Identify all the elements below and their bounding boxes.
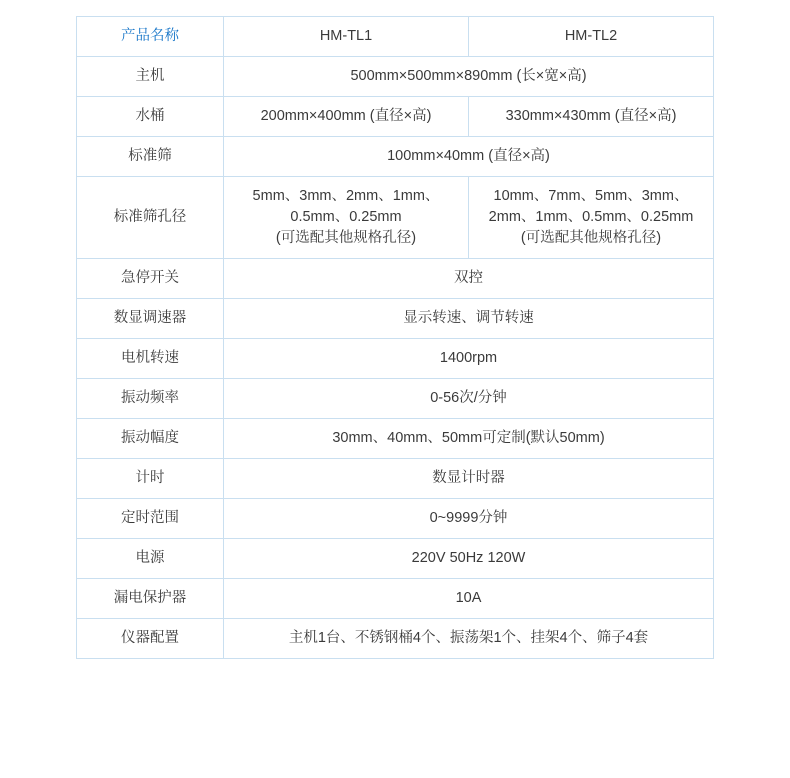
table-row (77, 57, 714, 97)
table-row (77, 97, 714, 137)
row-label: 水桶 (77, 97, 224, 137)
table-row (77, 177, 714, 259)
row-value: 330mm×430mm (直径×高) (469, 97, 714, 137)
row-value: 主机1台、不锈钢桶4个、振荡架1个、挂架4个、筛子4套 (224, 619, 714, 659)
row-label: 急停开关 (77, 259, 224, 299)
row-label: 电机转速 (77, 339, 224, 379)
row-value: 显示转速、调节转速 (224, 299, 714, 339)
row-label: 产品名称 (77, 17, 224, 57)
row-value: 0~9999分钟 (224, 499, 714, 539)
row-label: 仪器配置 (77, 619, 224, 659)
row-label: 标准筛孔径 (77, 177, 224, 259)
row-label: 振动频率 (77, 379, 224, 419)
table-row (77, 379, 714, 419)
table-row (77, 619, 714, 659)
table-row (77, 459, 714, 499)
value-line: 0.5mm、0.25mm (290, 209, 402, 226)
value-line: 5mm、3mm、2mm、1mm、 (252, 188, 440, 205)
row-value: 10A (224, 579, 714, 619)
value-line: 10mm、7mm、5mm、3mm、 (493, 188, 689, 205)
value-line: (可选配其他规格孔径) (275, 230, 417, 247)
table-body (77, 17, 714, 659)
table-row (77, 499, 714, 539)
row-label: 主机 (77, 57, 224, 97)
row-value (224, 177, 469, 259)
value-line: (可选配其他规格孔径) (520, 230, 662, 247)
row-value: 数显计时器 (224, 459, 714, 499)
value-line: 2mm、1mm、0.5mm、0.25mm (488, 209, 694, 226)
row-value (469, 177, 714, 259)
table-row (77, 17, 714, 57)
table-row (77, 299, 714, 339)
row-label: 数显调速器 (77, 299, 224, 339)
row-value: 100mm×40mm (直径×高) (224, 137, 714, 177)
row-value: 0-56次/分钟 (224, 379, 714, 419)
row-value: 双控 (224, 259, 714, 299)
specification-table (76, 16, 714, 659)
table-row (77, 539, 714, 579)
row-value: 1400rpm (224, 339, 714, 379)
row-label: 漏电保护器 (77, 579, 224, 619)
row-label: 振动幅度 (77, 419, 224, 459)
table-row (77, 419, 714, 459)
table-row (77, 259, 714, 299)
row-value: HM-TL2 (469, 17, 714, 57)
row-value: 220V 50Hz 120W (224, 539, 714, 579)
table-row (77, 137, 714, 177)
row-value: 500mm×500mm×890mm (长×宽×高) (224, 57, 714, 97)
table-row (77, 339, 714, 379)
row-label: 标准筛 (77, 137, 224, 177)
row-label: 电源 (77, 539, 224, 579)
row-value: 30mm、40mm、50mm可定制(默认50mm) (224, 419, 714, 459)
row-label: 计时 (77, 459, 224, 499)
table-row (77, 579, 714, 619)
row-value: HM-TL1 (224, 17, 469, 57)
row-value: 200mm×400mm (直径×高) (224, 97, 469, 137)
row-label: 定时范围 (77, 499, 224, 539)
